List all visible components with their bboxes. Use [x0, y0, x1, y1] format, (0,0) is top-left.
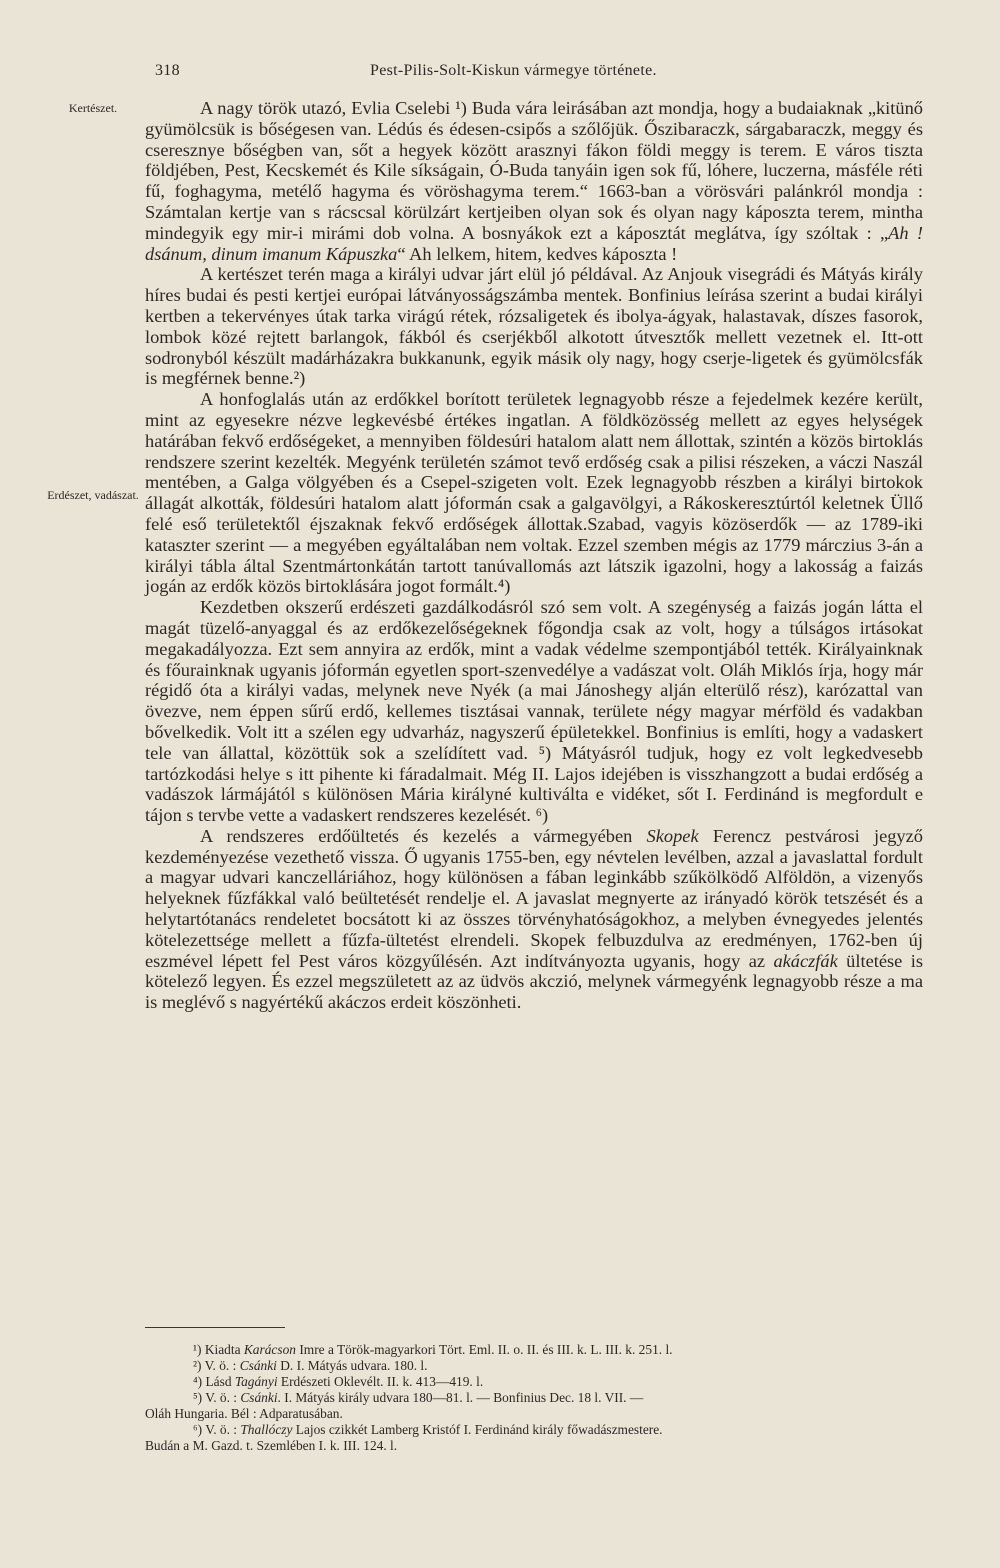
footnote-text: Erdészeti Oklevélt. II. k. 413—419. l.: [277, 1374, 484, 1389]
paragraph-5-text: A rendszeres erdőültetés és kezelés a vármegyében: [200, 825, 647, 846]
paragraph-5-italic: akáczfák: [773, 950, 838, 971]
paragraph-1-text: A nagy török utazó, Evlia Cselebi ¹) Buda vára leirásában azt mondja, hogy a budaiaknak „kitünő gyümölcsük is bőségesen van. Lédús és édesen-csipős a szőlőjük. Őszibaraczk, sárgabaraczk, meggy és cseresznye bőségben van, sőt a hegyek között arasznyi fákon földi meggy is terem. E város tiszta földjében, Pest, Kecskemét és Kile síkságain, Ó-Buda tanyáin igen sok fű, lóhere, luczerna, másféle réti fű, foghagyma, metélő hagyma és vöröshagyma terem.“ 1663-ban a vörösvári palánkról mondja : Számtalan kertje van s rácscsal körülzárt kertjeiben olyan sok és olyan nagy káposzta terem, mintha mindegyik egy mir-i mirámi dob volna. A bosnyákok ezt a káposztát meglátva, így szóltak : „: [145, 98, 923, 243]
paragraph-5-text-2: Ferencz pestvárosi jegyző kezdeményezése vezethető vissza. Ő ugyanis 1755-ben, egy névtelen levélben, azzal a javaslattal fordult a magyar udvari kanczelláriához, hogy különösen a fában leginkább szűkölködő Alföldön, a vizenyős helyeknek fűzfákkal való beültetését rendelje el. A javaslat megnyerte az irányadó körök tetszését és a helytartótanács rendeletet bocsátott ki az összes törvényhatóságokhoz, a melyben évnegyedes jelentés kötelezettsége mellett a fűzfa-ültetést elrendeli. Skopek felbuzdulva az eredményen, 1762-ben új eszmével lépett fel Pest város közgyűlésén. Azt indítványozta ugyanis, hogy az: [145, 825, 923, 971]
footnote-6-continuation: Budán a M. Gazd. t. Szemlében I. k. III. 124. l.: [145, 1438, 398, 1453]
footnote-text: . I. Mátyás király udvara 180—81. l. — Bonfinius Dec. 18 l. VII. —: [277, 1390, 644, 1405]
paragraph-4: Kezdetben okszerű erdészeti gazdálkodásról szó sem volt. A szegénység a faizás jogán látta el magát tüzelő-anyaggal és az erdőkezelőségeknek főgondja csak az volt, hogy a túlságos irtásokat megakadályozza. Ezt sem annyira az erdők, mint a vadak védelme szempontjából tették. Királyainknak és főurainknak ugyanis jóformán egyetlen sport-szenvedélye a vadászat volt. Oláh Miklós írja, hogy már régidő óta a királyi vadas, melynek neve Nyék (a mai Jánoshegy alján elterülő rész), karózattal van övezve, nem éppen sűrű erdő, kellemes tisztásai vannak, területe négy magyar mérföld és vadakban bővelkedik. Volt itt a szélen egy udvarház, nagyszerű épületekkel. Bonfinius is említi, hogy a vadaskert tele van állattal, közöttük sok a szelídített vad. ⁵) Mátyásról tudjuk, hogy ez volt legkedvesebb tartózkodási helye s itt pihente ki fáradalmait. Még II. Lajos idejében is visszhangzott a budai erdőség a vadászok lármájától s különösen Mária királyné kultiválta e vidéket, sőt I. Ferdinánd is megfordult e tájon s tervbe vette a vadaskert rendszeres kezelését. ⁶): [145, 597, 923, 826]
footnote-author: Karácson: [243, 1342, 296, 1357]
footnotes: [145, 1342, 923, 1454]
footnote-5-continuation: Oláh Hungaria. Bél : Adparatusában.: [145, 1406, 343, 1421]
footnote-author: Tagányi: [234, 1374, 278, 1389]
footnote-text: V. ö. :: [202, 1390, 241, 1405]
footnote-marker: ⁶): [193, 1422, 203, 1437]
footnote-text: Lásd: [202, 1374, 235, 1389]
footnote-text: V. ö. :: [201, 1358, 240, 1373]
footnote-marker: ⁴): [193, 1374, 203, 1389]
footnote-text: Kiadta: [201, 1342, 244, 1357]
footnote-5: [145, 1390, 923, 1406]
footnote-rule: [145, 1327, 285, 1328]
footnote-4: [145, 1374, 923, 1390]
footnote-author: Csánki: [239, 1358, 277, 1373]
paragraph-5-end: ültetése is kötelező legyen. És ezzel megszületett az az üdvös akczió, melynek vármegyénk legnagyobb része a ma is meglévő s nagyértékű akáczos erdeit köszönheti.: [145, 950, 923, 1013]
footnote-2: [145, 1358, 923, 1374]
running-head: [145, 62, 925, 86]
footnote-marker: ²): [193, 1358, 202, 1373]
footnote-1: [145, 1342, 923, 1358]
running-title: Pest-Pilis-Solt-Kiskun vármegye története.: [370, 62, 657, 79]
footnote-author: Csánki: [240, 1390, 278, 1405]
footnote-text: Lajos czikkét Lamberg Kristóf I. Ferdinánd király főwadászmestere.: [292, 1422, 663, 1437]
footnote-marker: ¹): [193, 1342, 202, 1357]
paragraph-1-italic: Ah ! dsánum, dinum imanum Kápuszka: [145, 222, 923, 264]
paragraph-5: [145, 826, 923, 1013]
paragraph-1: [145, 98, 923, 264]
body-text: [145, 98, 923, 1013]
paragraph-1-end: “ Ah lelkem, hitem, kedves káposzta !: [397, 243, 678, 264]
footnote-marker: ⁵): [193, 1390, 203, 1405]
footnote-author: Thallóczy: [240, 1422, 293, 1437]
footnote-text: D. I. Mátyás udvara. 180. l.: [276, 1358, 428, 1373]
footnote-6: [145, 1422, 923, 1438]
footnote-text: Imre a Török-magyarkori Tört. Eml. II. o. II. és III. k. L. III. k. 251. l.: [295, 1342, 673, 1357]
margin-note-erdeszet: Erdészet, vadászat.: [47, 488, 139, 502]
paragraph-5-name: Skopek: [646, 825, 699, 846]
footnote-text: V. ö. :: [202, 1422, 241, 1437]
paragraph-2: A kertészet terén maga a királyi udvar járt elül jó példával. Az Anjouk visegrádi és Mátyás király híres budai és pesti kertjei európai látványosságszámba mentek. Bonfinius leírása szerint a budai királyi kertben a tekervényes útak tarka virágú rétek, rózsaligetek és ibolya-ágyak, halastavak, díszes fasorok, lombok közé rejtett barlangok, fákból és cserjékből alkotott útvesztők mellett vezetnek el. Itt-ott sodronyból készült madárházakra bukkanunk, egyik másik oly nagy, hogy cserje-ligetek és gyümölcsfák is megférnek benne.²): [145, 264, 923, 389]
margin-note-kerteszet: Kertészet.: [68, 101, 118, 115]
paragraph-3: A honfoglalás után az erdőkkel borított területek legnagyobb része a fejedelmek kezére került, mint az egyesekre nézve legkevésbé értékes ingatlan. A földközösség mellett az egyes helységek határában fekvő erdőségeket, a mennyiben földesúri hatalom alatt nem állottak, szintén a közös birtoklás rendszere szerint kezelték. Megyénk területén számot tevő erdőség csak a pilisi részeken, a váczi Naszál mentében, a Galga völgyében és a Csepel-szigeten volt. Ezek legnagyobb részben a királyi birtokok állagát alkották, földesúri hatalom alatt jóformán csak a galgavölgyi, a Rákoskeresztúrtól keletnek Üllő felé eső területektől éjszaknak fekvő erdőségek állottak.Szabad, vagyis közöserdők — az 1789-iki kataszter szerint — a megyében egyáltalában nem voltak. Ezzel szemben mégis az 1779 márczius 3-án a királyi tábla által Szentmártonkátán tartott tanúvallomás azt látszik igazolni, hogy a lakosság a faizás jogán az erdők közös birtoklására jogot formált.⁴): [145, 389, 923, 597]
page-number: 318: [155, 62, 180, 79]
